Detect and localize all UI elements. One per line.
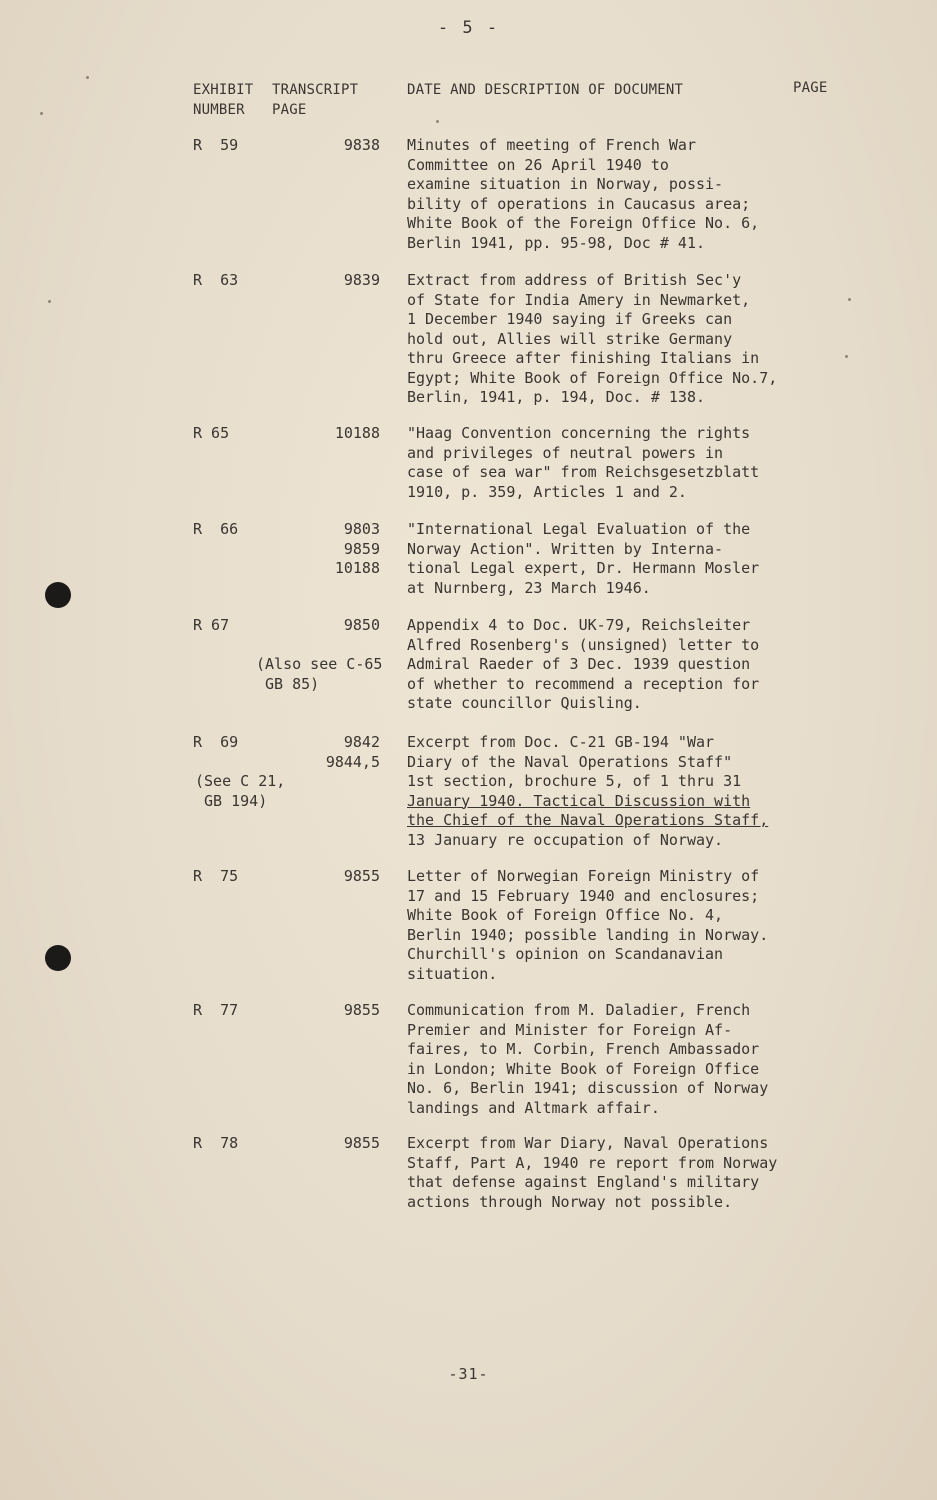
paper-speck xyxy=(436,120,439,123)
exhibit-number: R 69 xyxy=(193,733,239,751)
exhibit-number: R 77 xyxy=(193,1001,239,1019)
transcript-page: 10188 xyxy=(334,424,380,442)
transcript-pages xyxy=(300,136,380,156)
document-description: "International Legal Evaluation of the Norway Action". Written by Interna- tional Legal expert, Dr. Hermann Mosler at Nurnberg, 23 March 1946. xyxy=(407,520,760,597)
paper-speck xyxy=(845,355,848,358)
page-marker: - 5 - xyxy=(437,18,500,38)
transcript-page: 9842 xyxy=(343,733,380,751)
transcript-pages xyxy=(300,1134,380,1154)
transcript-page: 9855 xyxy=(343,1001,380,1019)
transcript-page: 9803 xyxy=(343,520,380,538)
punch-hole-top xyxy=(45,582,71,608)
header-exhibit-number xyxy=(193,80,253,120)
transcript-pages xyxy=(300,1001,380,1021)
header-description: DATE AND DESCRIPTION OF DOCUMENT xyxy=(407,82,684,98)
paper-speck xyxy=(86,76,89,79)
transcript-page: 9855 xyxy=(343,867,380,885)
transcript-pages xyxy=(300,867,380,887)
transcript-pages xyxy=(300,520,380,579)
document-description: Communication from M. Daladier, French Premier and Minister for Foreign Af- faires, to M. Corbin, French Ambassador in London; White Book of Foreign Office No. 6, Berlin 1941; discussion of Norway landings and Altmark affair. xyxy=(407,1001,769,1117)
transcript-pages xyxy=(300,733,380,772)
exhibit-note: (See C 21, GB 194) xyxy=(195,772,286,810)
document-description: "Haag Convention concerning the rights and privileges of neutral powers in case of sea war" from Reichsgesetzblatt 1910, p. 359, Articles 1 and 2. xyxy=(407,424,760,501)
paper-speck xyxy=(848,298,851,301)
header-exhibit-line2: NUMBER xyxy=(193,102,245,118)
transcript-page: 10188 xyxy=(334,559,380,577)
document-description: Excerpt from War Diary, Naval Operations Staff, Part A, 1940 re report from Norway that defense against England's military actions through Norway not possible. xyxy=(407,1134,778,1211)
transcript-page: 9844,5 xyxy=(325,752,380,771)
transcript-pages xyxy=(300,616,380,636)
exhibit-number: R 75 xyxy=(193,867,239,885)
exhibit-number: R 65 xyxy=(193,424,230,442)
document-description: Letter of Norwegian Foreign Ministry of 17 and 15 February 1940 and enclosures; White Book of Foreign Office No. 4, Berlin 1940; possible landing in Norway. Churchill's opinion on Scandanavian situation. xyxy=(407,867,769,983)
header-transcript-line2: PAGE xyxy=(272,102,307,118)
transcript-page: 9838 xyxy=(343,136,380,154)
transcript-page-note: (Also see C-65 GB 85) xyxy=(256,655,383,693)
document-description: Extract from address of British Sec'y of State for India Amery in Newmarket, 1 December 1940 saying if Greeks can hold out, Allies will strike Germany thru Greece after finishing Italians in Egypt; White Book of Foreign Office No.7, Berlin, 1941, p. 194, Doc. # 138. xyxy=(407,271,778,406)
header-transcript-page xyxy=(272,80,358,120)
transcript-page: 9850 xyxy=(343,616,380,634)
exhibit-number: R 78 xyxy=(193,1134,239,1152)
transcript-page: 9839 xyxy=(343,271,380,289)
header-exhibit-line1: EXHIBIT xyxy=(193,82,254,98)
document-description: Minutes of meeting of French War Committee on 26 April 1940 to examine situation in Norway, possi- bility of operations in Caucasus area; White Book of the Foreign Office No. 6, Berlin 1941, pp. 95-98, Doc # 41. xyxy=(407,136,760,252)
page-number: -31- xyxy=(448,1365,489,1383)
header-page: PAGE xyxy=(793,80,828,96)
exhibit-number: R 63 xyxy=(193,271,239,289)
transcript-pages xyxy=(300,424,380,444)
exhibit-number: R 66 xyxy=(193,520,239,538)
document-description: Appendix 4 to Doc. UK-79, Reichsleiter Alfred Rosenberg's (unsigned) letter to Admiral Raeder of 3 Dec. 1939 question of whether to recommend a reception for state councillor Quisling. xyxy=(407,616,760,712)
paper-speck xyxy=(48,300,51,303)
exhibit-number: R 59 xyxy=(193,136,239,154)
exhibit-number: R 67 xyxy=(193,616,230,634)
transcript-pages xyxy=(300,271,380,291)
header-transcript-line1: TRANSCRIPT xyxy=(272,82,359,98)
paper-speck xyxy=(40,112,43,115)
document-description: Excerpt from Doc. C-21 GB-194 "War Diary of the Naval Operations Staff" 1st section, brochure 5, of 1 thru 31 January 1940. Tactical Discussion with the Chief of the Naval Operations Staff, 13 January re occupation of Norway. xyxy=(407,733,769,849)
transcript-page: 9855 xyxy=(343,1134,380,1152)
transcript-page: 9859 xyxy=(343,539,380,558)
punch-hole-bottom xyxy=(45,945,71,971)
